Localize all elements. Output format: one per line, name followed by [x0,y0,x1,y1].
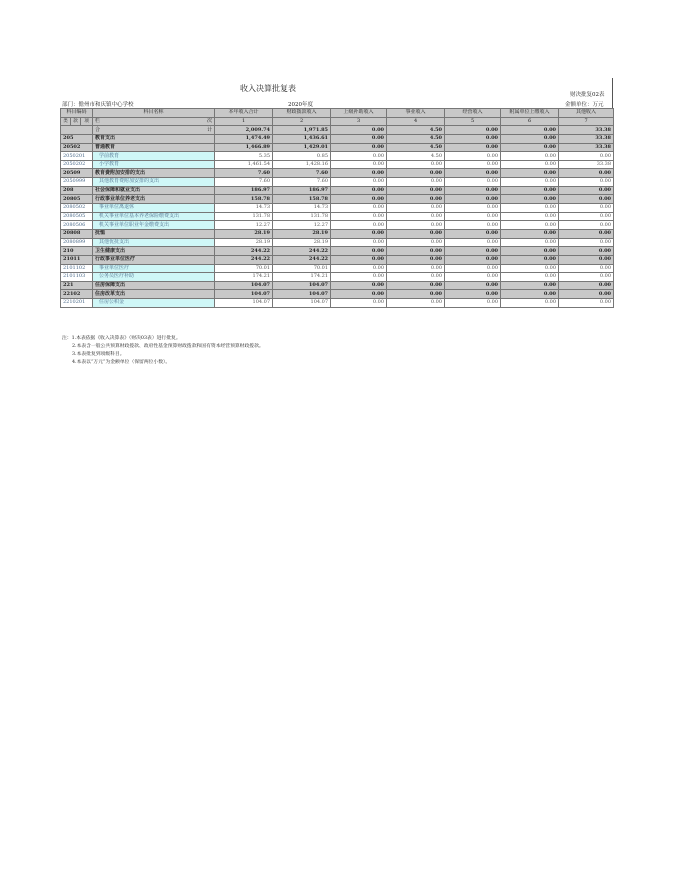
row-name: 教育费附加安排的支出 [93,169,215,178]
row-name: 事业单位离退休 [93,204,215,213]
item-row [61,221,614,230]
note-line: 4.本表以“万元”为金额单位（保留两位小数）。 [72,360,171,365]
department-label: 部门：儋州市和庆镇中心学校 [62,102,134,108]
row-name: 教育支出 [93,134,215,143]
row-value: 0.00 [331,134,387,143]
header-affiliated: 附属单位上缴收入 [501,109,559,118]
row-value: 0.00 [501,152,559,161]
row-value: 0.00 [501,195,559,204]
row-value: 0.00 [559,281,614,290]
row-code: 2050201 [61,152,93,161]
col-index: 4 [387,117,445,126]
row-value: 0.00 [445,195,501,204]
row-value: 14.73 [273,204,331,213]
row-value: 0.00 [387,299,445,308]
row-value: 0.00 [501,299,559,308]
total-code [61,126,93,135]
table-subheader-row [61,117,614,126]
row-value: 104.07 [273,281,331,290]
row-name: 抚恤 [93,229,215,238]
row-value: 0.00 [501,143,559,152]
row-code: 2050202 [61,160,93,169]
row-code: 2080899 [61,238,93,247]
category-row [61,134,614,143]
row-value: 0.00 [331,229,387,238]
row-name: 公务员医疗补助 [93,273,215,282]
header-other: 其他收入 [559,109,614,118]
row-value: 0.00 [501,160,559,169]
row-value: 0.00 [331,195,387,204]
row-value: 0.00 [559,299,614,308]
row-value: 0.00 [331,264,387,273]
row-value: 0.00 [501,238,559,247]
row-value: 104.07 [215,281,273,290]
row-value: 0.00 [501,290,559,299]
row-value: 0.00 [559,238,614,247]
row-value: 0.00 [387,229,445,238]
total-row [61,126,614,135]
item-row [61,204,614,213]
row-value: 14.73 [215,204,273,213]
row-value: 4.50 [387,143,445,152]
row-value: 0.85 [273,152,331,161]
total-value: 0.00 [501,126,559,135]
total-label-left: 合 [95,126,101,133]
row-name: 行政事业单位养老支出 [93,195,215,204]
label-right: 次 [207,117,213,124]
total-label [93,126,215,135]
row-name: 住房保障支出 [93,281,215,290]
row-value: 0.00 [445,204,501,213]
row-code: 2210201 [61,299,93,308]
row-value: 0.00 [445,178,501,187]
total-value: 2,009.74 [215,126,273,135]
row-code: 2101102 [61,264,93,273]
row-value: 0.00 [331,281,387,290]
row-value: 70.01 [215,264,273,273]
row-value: 0.00 [331,221,387,230]
item-row [61,299,614,308]
row-name: 卫生健康支出 [93,247,215,256]
row-code: 2050999 [61,178,93,187]
row-value: 0.00 [559,169,614,178]
row-code: 20509 [61,169,93,178]
row-value: 0.00 [445,290,501,299]
row-name: 住房改革支出 [93,290,215,299]
row-value: 0.00 [331,204,387,213]
row-code: 2080505 [61,212,93,221]
income-table [60,108,614,308]
row-value: 158.78 [273,195,331,204]
row-value: 12.27 [273,221,331,230]
row-value: 0.00 [387,169,445,178]
note-line: 3.本表批复到项级科目。 [72,352,125,357]
row-value: 0.00 [445,238,501,247]
row-value: 1,466.89 [215,143,273,152]
row-value: 0.00 [501,212,559,221]
category-row [61,247,614,256]
col-index: 6 [501,117,559,126]
row-name: 普通教育 [93,143,215,152]
row-value: 0.00 [387,195,445,204]
category-row [61,290,614,299]
row-value: 0.00 [559,290,614,299]
row-name: 其他教育费附加安排的支出 [93,178,215,187]
row-value: 0.00 [501,273,559,282]
total-label-right: 计 [207,126,213,133]
row-value: 0.00 [331,299,387,308]
note-line: 注：1.本表依据《收入决算表》（财决03表）进行批复。 [62,336,181,341]
row-value: 0.00 [501,281,559,290]
row-value: 28.19 [273,229,331,238]
row-value: 0.00 [331,255,387,264]
item-row [61,273,614,282]
category-row [61,169,614,178]
row-value: 0.00 [445,273,501,282]
row-value: 1,429.01 [273,143,331,152]
item-row [61,152,614,161]
row-value: 0.00 [445,152,501,161]
subheader-class: 类 [61,117,71,126]
row-name: 小学教育 [93,160,215,169]
row-value: 0.00 [331,273,387,282]
header-name: 科目名称 [93,109,215,118]
col-index: 7 [559,117,614,126]
row-value: 186.97 [273,186,331,195]
row-name: 机关事业单位基本养老保险缴费支出 [93,212,215,221]
row-value: 104.07 [215,299,273,308]
category-row [61,255,614,264]
row-value: 0.00 [501,264,559,273]
row-name: 机关事业单位职业年金缴费支出 [93,221,215,230]
item-row [61,178,614,187]
row-name: 行政事业单位医疗 [93,255,215,264]
total-value: 1,971.85 [273,126,331,135]
row-value: 0.00 [501,169,559,178]
form-number: 财决批复02表 [570,92,605,98]
row-value: 0.00 [331,169,387,178]
row-value: 0.00 [445,186,501,195]
row-value: 0.00 [387,290,445,299]
row-value: 0.00 [501,247,559,256]
row-value: 0.00 [445,255,501,264]
row-value: 0.00 [387,264,445,273]
header-fiscal: 财政拨款收入 [273,109,331,118]
row-value: 0.00 [559,195,614,204]
col-index: 2 [273,117,331,126]
row-value: 0.00 [501,229,559,238]
row-code: 210 [61,247,93,256]
category-row [61,281,614,290]
row-value: 12.27 [215,221,273,230]
row-value: 0.00 [445,212,501,221]
row-value: 33.38 [559,134,614,143]
row-value: 4.50 [387,152,445,161]
row-value: 0.00 [331,186,387,195]
row-code: 21011 [61,255,93,264]
row-code: 2080502 [61,204,93,213]
row-code: 20502 [61,143,93,152]
item-row [61,238,614,247]
row-name: 住房公积金 [93,299,215,308]
row-value: 0.00 [331,178,387,187]
row-value: 0.00 [559,212,614,221]
label-left: 栏 [95,117,101,124]
total-value: 0.00 [331,126,387,135]
row-value: 0.00 [331,247,387,256]
row-value: 174.21 [215,273,273,282]
row-value: 0.00 [559,229,614,238]
row-name: 其他优抚支出 [93,238,215,247]
row-value: 0.00 [445,247,501,256]
row-name: 学前教育 [93,152,215,161]
header-total: 本年收入合计 [215,109,273,118]
row-value: 158.78 [215,195,273,204]
row-value: 104.07 [273,290,331,299]
row-value: 174.21 [273,273,331,282]
header-code: 科目编码 [61,109,93,118]
notes [62,335,264,367]
row-value: 1,436.61 [273,134,331,143]
row-value: 0.00 [331,152,387,161]
category-row [61,186,614,195]
row-value: 131.78 [273,212,331,221]
category-row [61,229,614,238]
row-value: 0.00 [387,273,445,282]
row-value: 0.00 [559,255,614,264]
page-title: 收入决算批复表 [240,84,296,93]
row-name: 社会保障和就业支出 [93,186,215,195]
row-value: 0.00 [501,134,559,143]
row-value: 5.35 [215,152,273,161]
row-value: 244.22 [215,247,273,256]
row-code: 20808 [61,229,93,238]
row-value: 0.00 [387,160,445,169]
row-value: 0.00 [559,186,614,195]
row-value: 0.00 [387,238,445,247]
row-value: 0.00 [331,160,387,169]
row-value: 0.00 [559,221,614,230]
row-value: 0.00 [559,273,614,282]
row-value: 0.00 [445,299,501,308]
row-value: 33.38 [559,143,614,152]
row-value: 131.78 [215,212,273,221]
row-code: 2101103 [61,273,93,282]
row-value: 1,474.49 [215,134,273,143]
row-code: 20805 [61,195,93,204]
note-line: 2.本表含一般公共预算财政拨款、政府性基金预算财政拨款和国有资本经营预算财政拨款。 [72,344,264,349]
table-header-row [61,109,614,118]
row-value: 0.00 [559,152,614,161]
row-value: 28.19 [215,238,273,247]
subheader-item: 项 [81,117,93,126]
total-value: 0.00 [445,126,501,135]
row-value: 0.00 [331,238,387,247]
row-value: 0.00 [387,178,445,187]
row-value: 0.00 [387,221,445,230]
row-value: 4.50 [387,134,445,143]
row-value: 1,461.54 [215,160,273,169]
row-value: 0.00 [559,178,614,187]
item-row [61,160,614,169]
row-value: 0.00 [331,290,387,299]
row-name: 事业单位医疗 [93,264,215,273]
row-value: 0.00 [445,281,501,290]
col-index: 5 [445,117,501,126]
year-label: 2020年度 [288,102,313,108]
row-code: 22102 [61,290,93,299]
row-value: 0.00 [501,186,559,195]
column-index-label [93,117,215,126]
row-value: 244.22 [215,255,273,264]
subheader-section: 款 [71,117,81,126]
row-value: 1,428.16 [273,160,331,169]
row-value: 7.60 [215,169,273,178]
row-value: 28.19 [273,238,331,247]
row-value: 244.22 [273,255,331,264]
row-value: 0.00 [445,229,501,238]
row-value: 104.07 [215,290,273,299]
row-value: 0.00 [501,221,559,230]
row-value: 0.00 [331,212,387,221]
row-code: 208 [61,186,93,195]
row-value: 7.60 [273,169,331,178]
row-value: 104.07 [273,299,331,308]
header-business: 事业收入 [387,109,445,118]
row-value: 0.00 [387,186,445,195]
row-value: 186.97 [215,186,273,195]
row-value: 0.00 [387,281,445,290]
total-value: 4.50 [387,126,445,135]
row-value: 0.00 [501,178,559,187]
row-value: 0.00 [445,143,501,152]
row-value: 0.00 [445,134,501,143]
row-value: 0.00 [445,221,501,230]
row-value: 0.00 [445,169,501,178]
total-value: 33.38 [559,126,614,135]
col-index: 3 [331,117,387,126]
row-value: 0.00 [387,255,445,264]
row-value: 0.00 [387,212,445,221]
row-value: 33.38 [559,160,614,169]
row-value: 0.00 [559,264,614,273]
row-value: 0.00 [387,247,445,256]
row-value: 70.01 [273,264,331,273]
row-value: 0.00 [501,255,559,264]
item-row [61,212,614,221]
col-index: 1 [215,117,273,126]
row-value: 0.00 [331,143,387,152]
category-row [61,195,614,204]
row-code: 221 [61,281,93,290]
item-row [61,264,614,273]
row-value: 0.00 [559,204,614,213]
row-value: 28.19 [215,229,273,238]
unit-label: 金额单位：万元 [565,102,604,108]
row-value: 0.00 [387,204,445,213]
row-code: 2080506 [61,221,93,230]
row-value: 0.00 [559,247,614,256]
row-value: 7.60 [215,178,273,187]
row-code: 205 [61,134,93,143]
header-superior: 上级补助收入 [331,109,387,118]
row-value: 0.00 [445,160,501,169]
category-row [61,143,614,152]
row-value: 244.22 [273,247,331,256]
header-divider [612,78,613,110]
row-value: 0.00 [501,204,559,213]
header-operation: 经营收入 [445,109,501,118]
row-value: 7.60 [273,178,331,187]
row-value: 0.00 [445,264,501,273]
